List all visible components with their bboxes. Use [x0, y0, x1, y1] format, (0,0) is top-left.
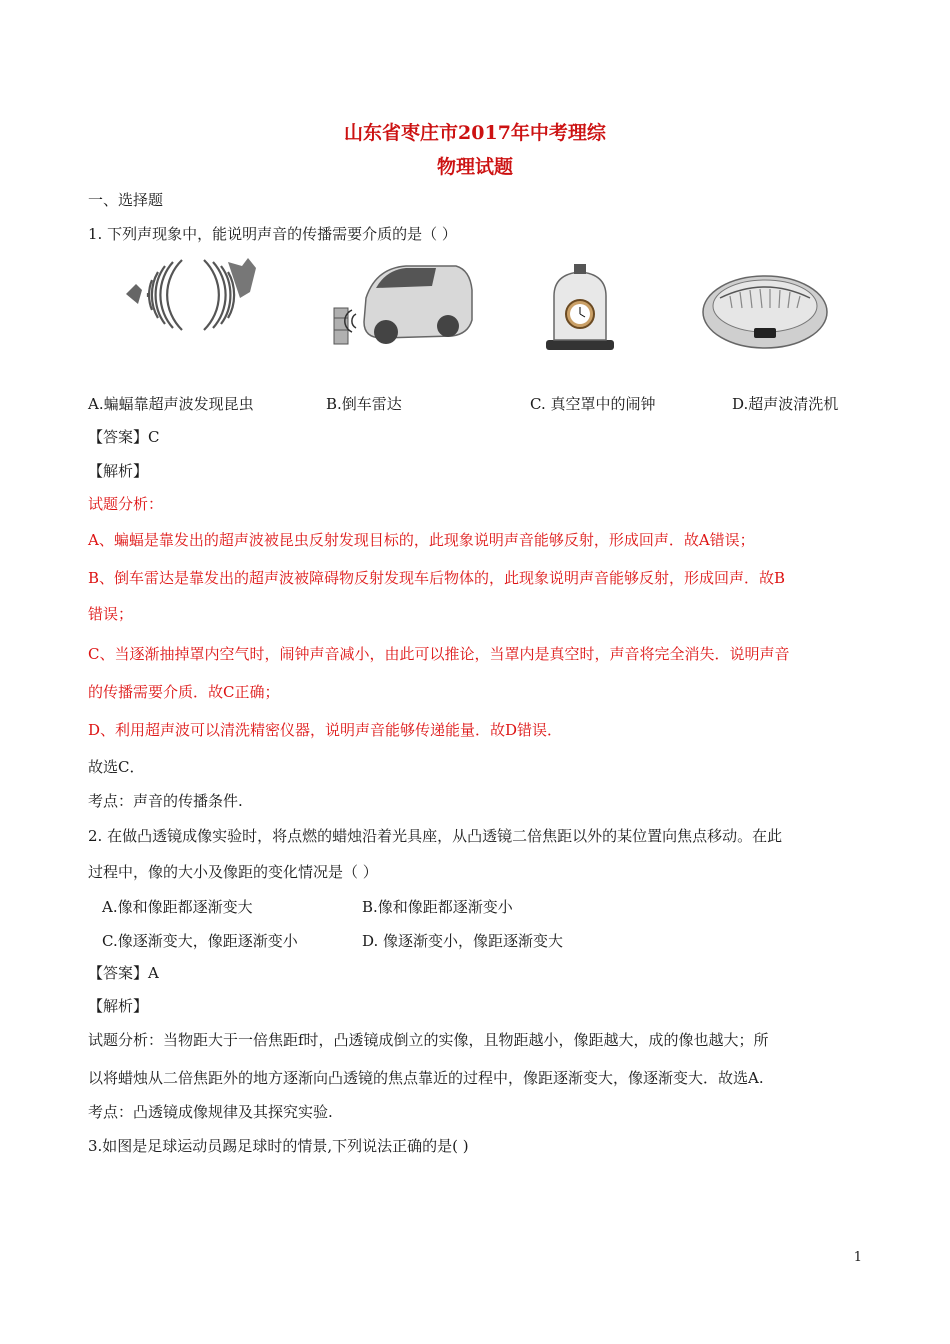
q1-stem: 1. 下列声现象中，能说明声音的传播需要介质的是（ ）: [88, 225, 457, 243]
q3-stem: 3.如图是足球运动员踢足球时的情景,下列说法正确的是( ): [88, 1137, 469, 1155]
q1-answer: 【答案】C: [88, 428, 160, 446]
q2-analysis-2: 以将蜡烛从二倍焦距外的地方逐渐向凸透镜的焦点靠近的过程中，像距逐渐变大，像逐渐变大．故选A.: [88, 1069, 764, 1087]
q2-option-d: D. 像逐渐变小，像距逐渐变大: [362, 932, 564, 950]
vacuum-bell-clock-image: [540, 262, 620, 357]
parking-radar-image: [326, 258, 476, 353]
q1-analysis-c2: 的传播需要介质．故C正确；: [88, 683, 280, 701]
q2-option-b: B.像和像距都逐渐变小: [362, 898, 513, 916]
q1-analysis-a: A、蝙蝠是靠发出的超声波被昆虫反射发现目标的，此现象说明声音能够反射，形成回声．故A错误；: [88, 531, 755, 549]
q1-analysis-c1: C、当逐渐抽掉罩内空气时，闹钟声音减小，由此可以推论，当罩内是真空时，声音将完全消失．说明声音: [88, 645, 790, 663]
title-line1: 山东省枣庄市2017年中考理综: [344, 122, 606, 144]
q1-analysis-b2: 错误；: [88, 605, 134, 623]
q2-analysis-label: 【解析】: [88, 997, 149, 1015]
q1-analysis-d: D、利用超声波可以清洗精密仪器，说明声音能够传递能量．故D错误．: [88, 721, 563, 739]
q1-option-d: D.超声波清洗机: [732, 395, 839, 413]
bat-sound-image: [118, 252, 278, 332]
q2-analysis-1: 试题分析：当物距大于一倍焦距f时，凸透镜成倒立的实像，且物距越小，像距越大，成的像也越大；所: [88, 1031, 769, 1049]
q2-point: 考点：凸透镜成像规律及其探究实验.: [88, 1103, 333, 1121]
ultrasonic-cleaner-image: [700, 262, 830, 352]
q1-choose: 故选C．: [88, 758, 145, 776]
q1-analysis-title: 试题分析：: [88, 495, 164, 513]
q1-option-b: B.倒车雷达: [326, 395, 402, 413]
q2-answer: 【答案】A: [88, 964, 159, 982]
section-heading: 一、选择题: [88, 191, 164, 209]
q1-analysis-b1: B、倒车雷达是靠发出的超声波被障碍物反射发现车后物体的，此现象说明声音能够反射，形成回声．故B: [88, 569, 786, 587]
q2-option-a: A.像和像距都逐渐变大: [102, 898, 253, 916]
q1-analysis-label: 【解析】: [88, 462, 149, 480]
title-line2: 物理试题: [436, 156, 513, 178]
q2-stem-2: 过程中，像的大小及像距的变化情况是（ ）: [88, 863, 378, 881]
q1-option-c: C. 真空罩中的闹钟: [530, 395, 656, 413]
page-number: 1: [853, 1250, 862, 1265]
q1-point: 考点：声音的传播条件.: [88, 792, 243, 810]
q2-stem-1: 2. 在做凸透镜成像实验时，将点燃的蜡烛沿着光具座，从凸透镜二倍焦距以外的某位置向焦点移动。在此: [88, 827, 783, 845]
q1-option-a: A.蝙蝠靠超声波发现昆虫: [88, 395, 254, 413]
q2-option-c: C.像逐渐变大，像距逐渐变小: [102, 932, 298, 950]
